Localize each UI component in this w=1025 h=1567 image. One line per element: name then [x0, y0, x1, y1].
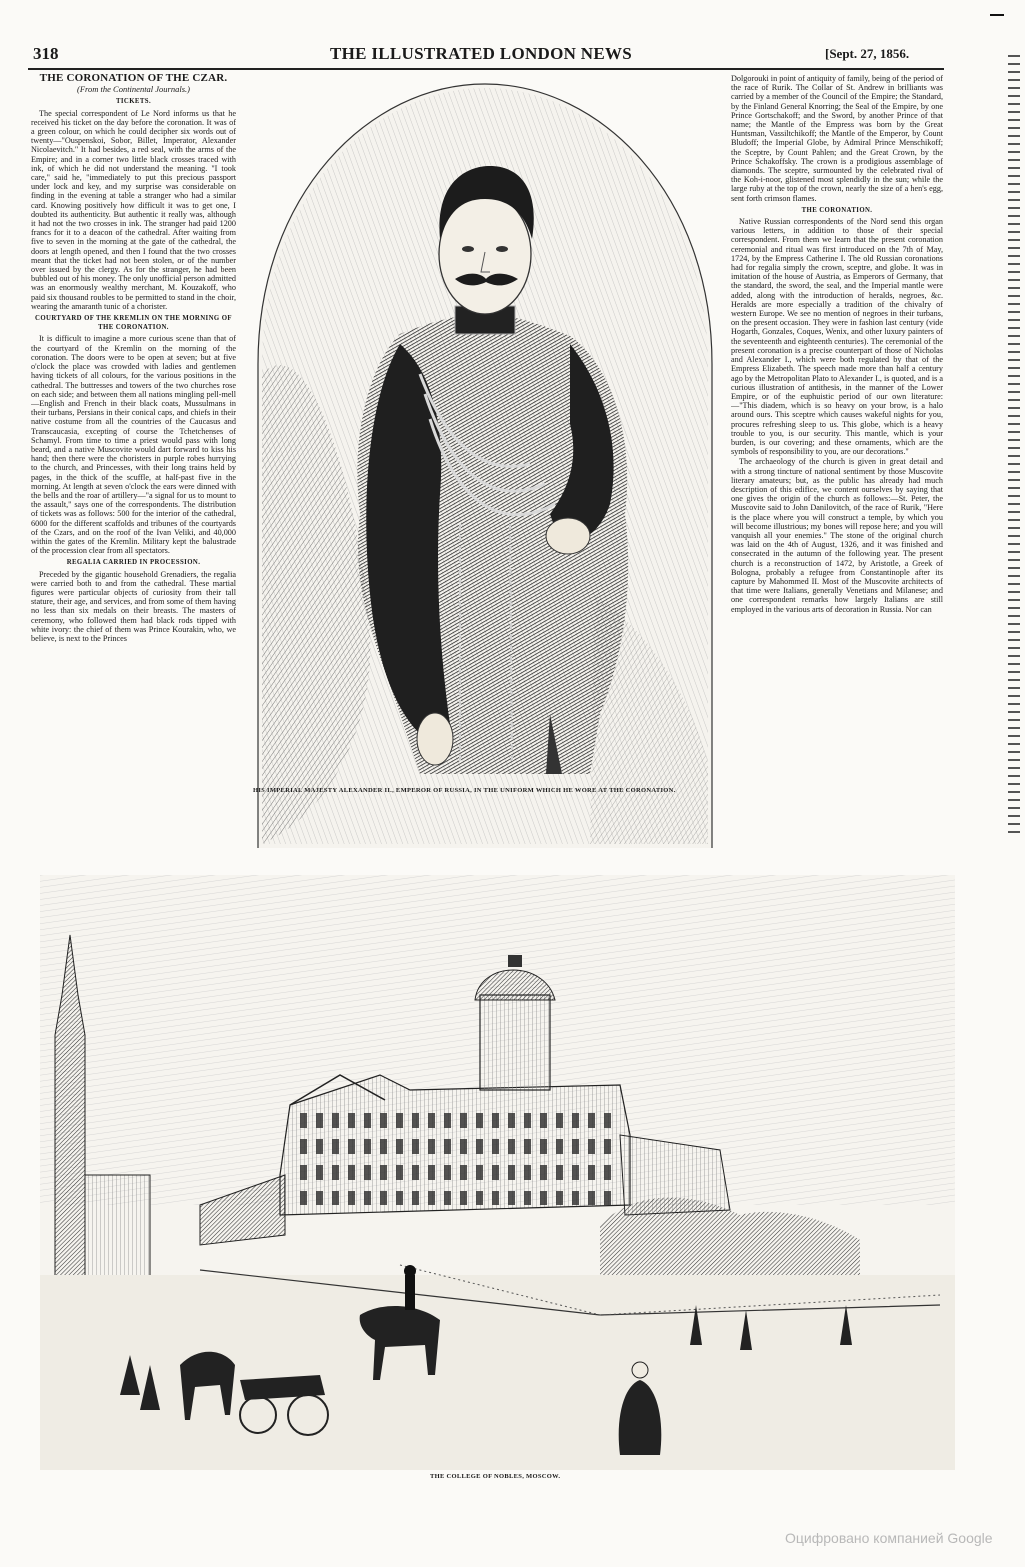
section-heading-tickets: TICKETS. [115, 98, 152, 106]
article-column-right [731, 74, 943, 778]
paragraph: Preceded by the gigantic household Grenadiers, the regalia were carried both to and from the cathedral. These martial figures were particular objects of curiosity from their tall stature, their age, and services, and from some of them having no less than six medals on their breasts. The masters of ceremony, who followed them had black rods tipped with white ivory: the chief of them was Prince Kourakin, who, we believe, is next to the Princes [31, 569, 236, 643]
page-number: 318 [33, 44, 59, 63]
raised-hand [546, 518, 590, 554]
article-title: THE CORONATION OF THE CZAR. [39, 74, 228, 84]
college-engraving [40, 875, 955, 1470]
street [40, 1275, 955, 1470]
lowered-hand [417, 713, 453, 765]
issue-date: [Sept. 27, 1856. [825, 46, 910, 61]
paragraph: The special correspondent of Le Nord informs us that he received his ticket on the day before the coronation. It was of a green colour, on which he could decipher six words out of twenty—"Ouspenskoi, Sobor, Billet, Imperator, Alexander Nicolaevitch." It had besides, a red seal, with the arms of the Empire; and in a corner two little black crosses traced with ink, of which he did not understand the meaning. "I took care," said he, "immediately to put this precious passport under lock and key, and my surprise was considerable on finding in the evening at table a stranger who had a similar card. Knowing positively how difficult it was to get one, I doubted its authenticity. But authentic it really was, although it had not the two crosses in ink. The stranger had paid 1200 francs for it to a deacon of the cathedral. After waiting from five to seven in the morning at the gate of the cathedral, the doors at length opened, and then I found that the two crosses meant that the ticket had not been stolen, or of the number over issued by the clergy. As for the stranger, he had been bubbled out of his money. The only unofficial person admitted was an enormously wealthy merchant, M. Kouzakoff, who paid six thousand roubles to be permitted to stand in the choir, wearing the amaranth tunic of a chorister. [31, 108, 236, 311]
digitization-watermark: Оцифровано компанией Google [785, 1530, 993, 1546]
section-heading-coronation: THE CORONATION. [801, 206, 873, 214]
article-subtitle: (From the Continental Journals.) [76, 84, 190, 95]
header-rule [28, 68, 944, 70]
adjacent-page-edge [1008, 55, 1020, 835]
scan-edge-mark [990, 14, 1004, 16]
portrait-caption: HIS IMPERIAL MAJESTY ALEXANDER II., EMPEROR OF RUSSIA, IN THE UNIFORM WHICH HE WORE AT THE CORONATION. [253, 787, 676, 794]
paragraph: It is difficult to imagine a more curious scene than that of the courtyard of the Kremlin on the morning of the coronation. The doors were to be open at seven; but at five o'clock the place was crowded with ladies and gentlemen having tickets of all colours, for the various positions in the cathedral. The buttresses and towers of the two churches rose on each side; and between them all nations mingling pell-mell—English and French in their black coats, Mussulmans in their turbans, Persians in their conical caps, and chiefs in their native costume from all the countries of the Caucasus and Transcaucasia, excepting of course the Tchetchenses of Schamyl. From time to time a priest would pass with long beard, and a native Muscovite would dart forward to kiss his hand; then there were the choristers in purple robes hurrying to the church, and Princesses, with their long trains held by pages, in the thick of the scuffle, at half-past five in the morning. At length at seven o'clock the ears were dinned with the bells and the roar of artillery—"a signal for us to mount to the assault," says one of the correspondents. The distribution of tickets was as follows: 500 for the interior of the cathedral, 6000 for the different scaffolds and tribunes of the courtyards of the Czars, and on the roof of the Ivan Veliki, and 40,000 within the gates of the Kremlin. Military kept the balustrade of the procession clear from all spectators. [31, 334, 236, 556]
section-heading-regalia: REGALIA CARRIED IN PROCESSION. [66, 559, 201, 567]
college-caption: THE COLLEGE OF NOBLES, MOSCOW. [430, 1473, 561, 1480]
portrait-engraving [250, 74, 720, 848]
paragraph: Dolgorouki in point of antiquity of family, being of the period of the race of Rurik. The Collar of St. Andrew in brilliants was carried by a member of the Council of the Empire; the Standard, by the Finland General Knorring; the Seal of the Empire, by one Prince Gortschakoff; and the Sword, by another Prince of that name; the Mantle of the Empress was born by the Great Huntsman, Vassiltchikoff; the Mantle of the Emperor, by Count Bludoff; the Imperial Globe, by Admiral Prince Menschikoff; the Sceptre, by Count Pahlen; and the Great Crown, by the Prince Schakoffsky. The crown is a prodigious assemblage of diamonds. The sceptre, surmounted by the celebrated rival of the Koh-i-noor, glistened most splendidly in the sun; while the large ruby at the top of the crown, nearly the size of a hen's egg, sent forth crimson flames. [731, 74, 943, 203]
masthead: THE ILLUSTRATED LONDON NEWS [330, 44, 633, 63]
paragraph: Native Russian correspondents of the Nord send this organ various letters, in addition to those of their special correspondent. From them we learn that the present coronation ceremonial and ritual was first introduced on the 7th of May, 1724, by the Empress Catherine I. The old Russian coronations had for regalia simply the crown, sceptre, and globe. It was in imitation of the house of Austria, as Emperors of Germany, that the standard, the sword, the seal, and the Imperial mantle were added, along with the introduction of heralds, negroes, &c. Heralds are more especially a tradition of the chivalry of western Europe. We see no mention of negroes in their turbans, on the present occasion. They were in fashion last century (vide Hogarth, Gonzales, Coques, Wenix, and other luxury painters of the seventeenth and eighteenth centuries). The ceremonial of the present coronation is a precise counterpart of those of Nicholas and Alexander I., which were both regulated by that of the Empress Elizabeth. The speech made more than half a century ago by the Metropolitan Plato to Alexander I., is quoted, and is a curious illustration of antithesis, in the manner of the Lower Empire, or of the euphuistic period of our own literature:—"This diadem, which is so heavy on your brow, is a halo around ours. This sceptre which causes wakeful nights for you, procures refreshing sleep to us. This globe, which is a heavy trouble to you, is our security. This mantle, which is your burden, is our covering; and these ornaments, which are the symbols of responsibility to you, are our decorations." [731, 217, 943, 457]
section-heading-courtyard: COURTYARD OF THE KREMLIN ON THE MORNING OF THE CORONATION. [35, 315, 232, 332]
paragraph: The archaeology of the church is given in great detail and with a strong tincture of national sentiment by those Muscovite literary amateurs; but, as the public has already had much description of this edifice, we content ourselves by saying that one gives the origin of the church as follows:—St. Peter, the Muscovite said to John Danilovitch, of the race of Rurik, "Here is the place where you will construct a temple, by which you will become illustrious; my bones will repose here; and you will vanquish all your enemies." The stone of the original church was laid on the 4th of August, 1326, and it was finished and consecrated in the autumn of the following year. The present church is a reconstruction of 1472, by Aristotle, a Greek of Bologna, probably a refugee from Constantinople after its capture by Mahommed II. Most of the Muscovite architects of that time were Italians, generally Venetians and Milanese; and one correspondent remarks how largely Italians are still employed in the various arts of decoration in Russia. Nor can [731, 457, 943, 614]
article-column-left [31, 74, 236, 756]
belvedere-drum [480, 995, 550, 1090]
